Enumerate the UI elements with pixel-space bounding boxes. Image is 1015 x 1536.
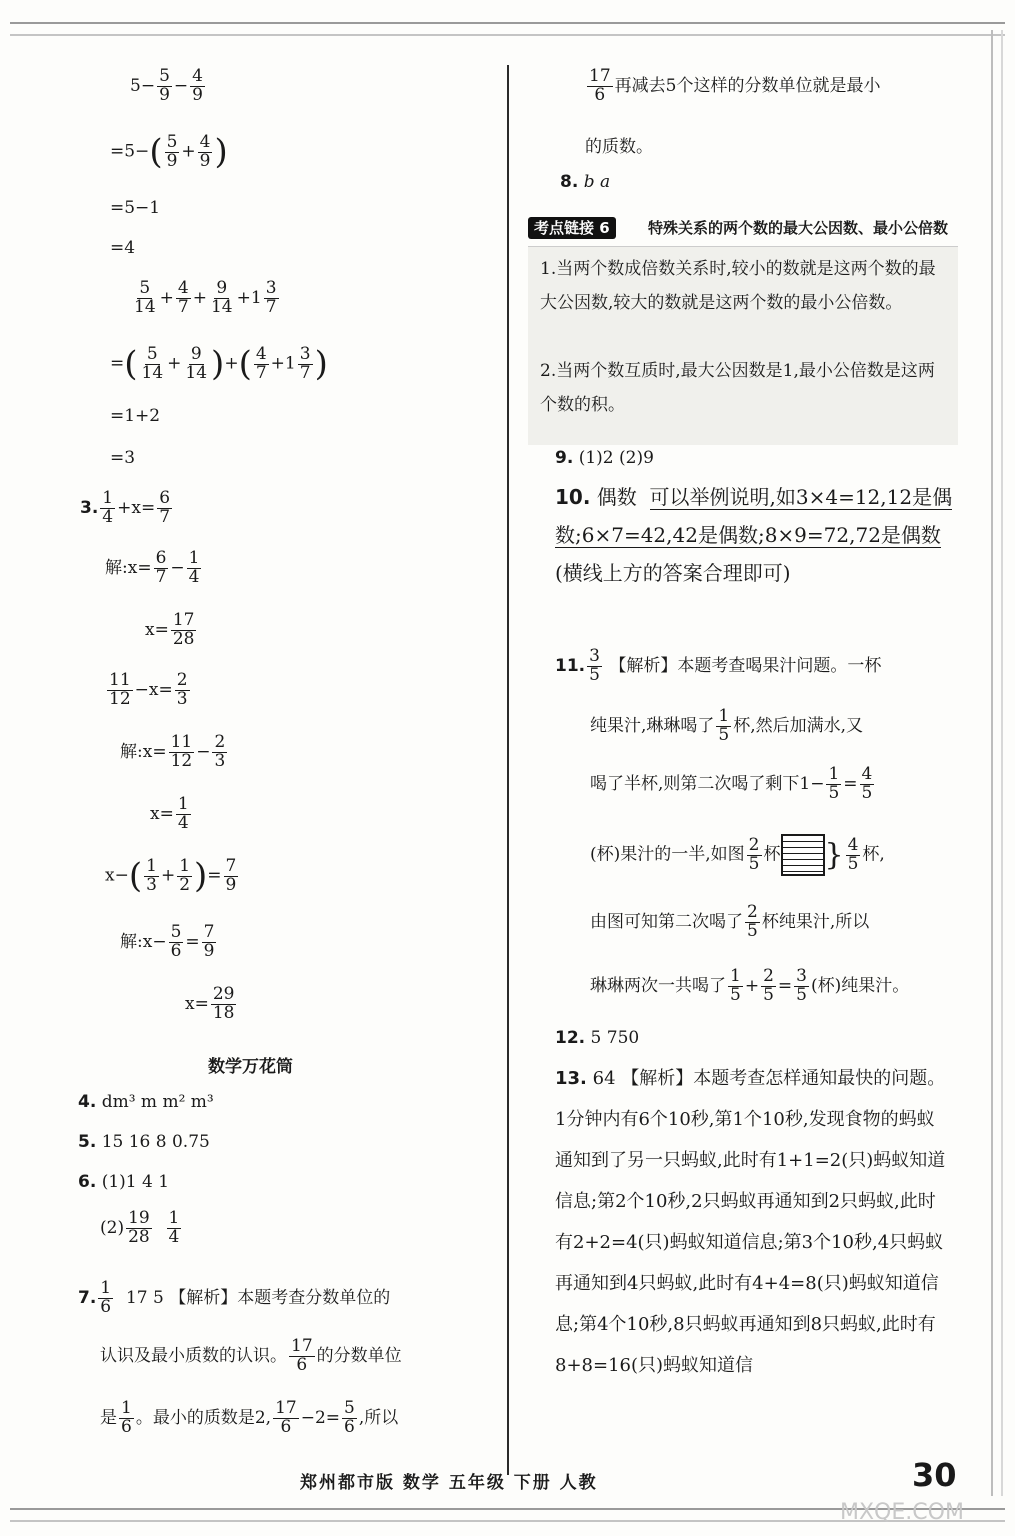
calc2-line4: =3 (110, 448, 136, 468)
q3-sol3: 解:x− $\frac{5}{6}$ = $\frac{7}{9}$ (120, 922, 215, 961)
q3-eq3: x−( $\frac{1}{3}$ + $\frac{1}{2}$ )= $\frac{7}{9}$ (105, 855, 237, 896)
q7: 7. $\frac{1}{6}$ 17 5 【解析】本题考查分数单位的 (78, 1278, 391, 1317)
calc2-line1: $\frac{5}{14}$ + $\frac{4}{7}$ + $\frac{9}{14}$ +1 $\frac{3}{7}$ (134, 278, 277, 317)
q3-sol1: 解:x= $\frac{6}{7}$ − $\frac{1}{4}$ (105, 548, 200, 587)
knowledge-link-tag: 考点链接 6 (528, 217, 616, 239)
q8: 8. b a (560, 172, 611, 192)
q7-continuation-2: 的质数。 (585, 137, 653, 157)
section-title: 数学万花筒 (208, 1057, 293, 1077)
knowledge-point-1: 1.当两个数成倍数关系时,较小的数就是这两个数的最大公因数,较大的数就是这两个数的最小公倍数。 (540, 259, 936, 313)
q11: 11. $\frac{3}{5}$ 【解析】本题考查喝果汁问题。一杯 (555, 646, 882, 685)
q9: 9. (1)2 (2)9 (555, 448, 654, 468)
calc1-line1: 5− $\frac{5}{9}$ − $\frac{4}{9}$ (130, 66, 203, 105)
page-number: 30 (912, 1456, 957, 1494)
footer-info: 郑州都市版 数学 五年级 下册 人教 (300, 1473, 598, 1493)
calc1-line4: =4 (110, 238, 136, 258)
q11-line6: 琳琳两次一共喝了 $\frac{1}{5}$ + $\frac{2}{5}$ = $\frac{3}{5}$ (杯)纯果汁。 (590, 966, 910, 1005)
calc1-line3: =5−1 (110, 198, 161, 218)
top-decorative-border (10, 22, 1005, 36)
right-decorative-border (991, 30, 1003, 1496)
q5: 5. 15 16 8 0.75 (78, 1132, 210, 1152)
q3-sol2-answer: x= $\frac{1}{4}$ (150, 794, 189, 833)
juice-cup-figure (781, 834, 825, 876)
q3-sol2: 解:x= $\frac{11}{12}$ − $\frac{2}{3}$ (120, 732, 226, 771)
q3-sol1-answer: x= $\frac{17}{28}$ (145, 610, 195, 649)
q7-continuation: $\frac{17}{6}$ 再减去5个这样的分数单位就是最小 (589, 66, 881, 105)
q4: 4. dm³ m m² m³ (78, 1092, 214, 1112)
q7-line3: 是 $\frac{1}{6}$ 。最小的质数是2, $\frac{17}{6}$ −2= $\frac{5}{6}$ ,所以 (100, 1398, 399, 1437)
column-divider (507, 65, 509, 1475)
q3-eq1: 3. $\frac{1}{4}$ +x= $\frac{6}{7}$ (80, 488, 171, 527)
q7-line2: 认识及最小质数的认识。 $\frac{17}{6}$ 的分数单位 (100, 1336, 402, 1375)
q10: 10. 偶数 可以举例说明,如3×4=12,12是偶数;6×7=42,42是偶数;8×9=72,72是偶数(横线上方的答案合理即可) (555, 485, 953, 585)
calc1-line2: =5−( $\frac{5}{9}$ + $\frac{4}{9}$ ) (110, 131, 228, 172)
knowledge-link-title: 特殊关系的两个数的最大公因数、最小公倍数 (648, 219, 949, 237)
q11-line2: 纯果汁,琳琳喝了 $\frac{1}{5}$ 杯,然后加满水,又 (590, 706, 864, 745)
watermark: MXQE.COM (840, 1500, 964, 1525)
q13: 13. 64 【解析】本题考查怎样通知最快的问题。1分钟内有6个10秒,第1个10秒,发现食物的蚂蚁通知到了另一只蚂蚁,此时有1+1=2(只)蚂蚁知道信息;第2个10秒,2只蚂蚁再通知到2只蚂蚁,此时有2+2=4(只)蚂蚁知道信息;第3个10秒,4只蚂蚁再通知到4只蚂蚁,此时有4+4=8(只)蚂蚁知道信息;第4个10秒,8只蚂蚁再通知到8只蚂蚁,此时有8+8=16(只)蚂蚁知道信 (555, 1068, 946, 1376)
q11-line4: (杯)果汁的一半,如图 $\frac{2}{5}$ 杯 } $\frac{4}{5}$ 杯, (590, 834, 885, 876)
knowledge-point-2: 2.当两个数互质时,最大公因数是1,最小公倍数是这两个数的积。 (540, 361, 935, 415)
q3-eq2: $\frac{11}{12}$ −x= $\frac{2}{3}$ (109, 670, 188, 709)
q3-sol3-answer: x= $\frac{29}{18}$ (185, 984, 235, 1023)
q11-line3: 喝了半杯,则第二次喝了剩下1− $\frac{1}{5}$ = $\frac{4}{5}$ (590, 764, 873, 803)
q6-2: (2) $\frac{19}{28}$ $\frac{1}{4}$ (100, 1208, 180, 1247)
q11-line5: 由图可知第二次喝了 $\frac{2}{5}$ 杯纯果汁,所以 (590, 902, 870, 941)
calc2-line3: =1+2 (110, 406, 161, 426)
q12: 12. 5 750 (555, 1028, 640, 1048)
calc2-line2: =( $\frac{5}{14}$ + $\frac{9}{14}$ )+( $\frac{4}{7}$ +1 $\frac{3}{7}$ ) (110, 343, 328, 384)
q6: 6. (1)1 4 1 (78, 1172, 170, 1192)
